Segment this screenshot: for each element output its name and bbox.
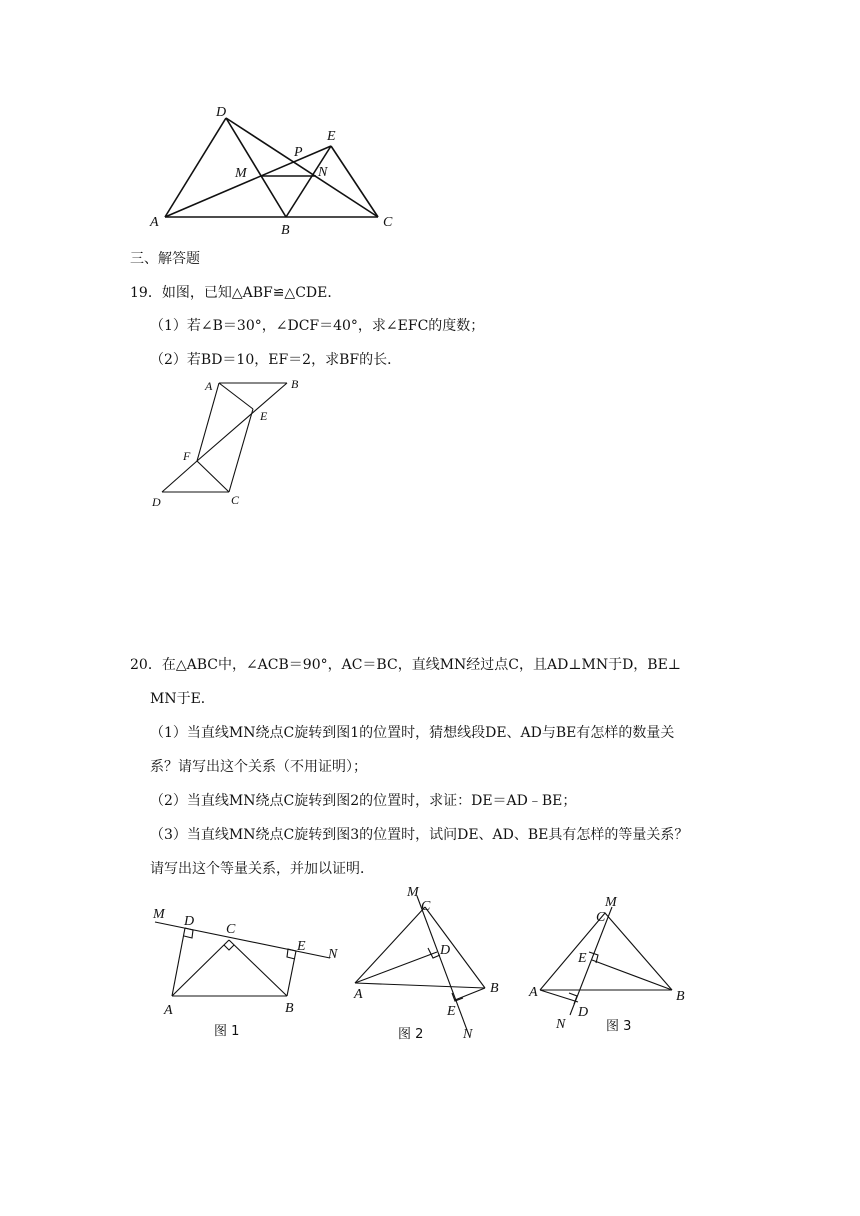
- fig2-label-B: B: [490, 981, 499, 996]
- fig3-label-B: B: [676, 989, 685, 1004]
- fig1-label-A: A: [164, 1003, 173, 1018]
- q19-part1: （1）若∠B＝30°，∠DCF＝40°，求∠EFC的度数；: [150, 318, 485, 334]
- fig1-label-N: N: [328, 947, 338, 962]
- label-E: E: [327, 129, 336, 144]
- fig1-caption: 图 1: [214, 1024, 240, 1039]
- fig2-label-A: A: [354, 987, 363, 1002]
- label-A: A: [150, 215, 159, 230]
- fig3-label-C: C: [596, 910, 606, 925]
- fig1-label-B: B: [285, 1001, 294, 1016]
- fig3-label-E: E: [578, 951, 587, 966]
- q20-stem-line1: 20．在△ABC中，∠ACB＝90°，AC＝BC，直线MN经过点C，且AD⊥MN于D，BE⊥: [130, 657, 681, 673]
- fig3-label-D: D: [578, 1005, 589, 1020]
- fig2-label-E: E: [447, 1004, 456, 1019]
- q19-label-E: E: [260, 409, 268, 423]
- fig2-label-D: D: [440, 943, 451, 958]
- q19-label-B: B: [291, 377, 299, 391]
- q19-label-A: A: [205, 379, 213, 393]
- q19-figure: [145, 372, 315, 512]
- label-P: P: [294, 145, 303, 160]
- fig2-label-M: M: [407, 885, 419, 900]
- label-N: N: [318, 165, 328, 180]
- fig2-label-N: N: [463, 1027, 473, 1040]
- q20-part1-line2: 系？请写出这个关系（不用证明）；: [150, 759, 367, 775]
- label-B: B: [281, 223, 290, 238]
- q19-part2: （2）若BD＝10，EF＝2，求BF的长．: [150, 352, 402, 368]
- label-D: D: [216, 105, 227, 120]
- section-heading: 三、解答题: [130, 251, 200, 267]
- fig1-label-E: E: [297, 939, 306, 954]
- fig1-label-M: M: [153, 907, 165, 922]
- label-M: M: [235, 166, 247, 181]
- q20-part1-line1: （1）当直线MN绕点C旋转到图1的位置时，猜想线段DE、AD与BE有怎样的数量关: [150, 725, 675, 741]
- q20-figure-1: [145, 895, 355, 1045]
- q19-stem: 19．如图，已知△ABF≌△CDE．: [130, 285, 342, 301]
- q20-part3-line1: （3）当直线MN绕点C旋转到图3的位置时，试问DE、AD、BE具有怎样的等量关系？: [150, 827, 689, 843]
- label-C: C: [383, 215, 393, 230]
- q20-part2: （2）当直线MN绕点C旋转到图2的位置时，求证：DE＝AD﹣BE；: [150, 793, 577, 809]
- fig3-label-M: M: [605, 895, 617, 910]
- q20-figure-2: [350, 880, 510, 1040]
- fig1-label-C: C: [226, 922, 236, 937]
- fig3-caption: 图 3: [606, 1019, 632, 1034]
- q20-figure-3: [525, 888, 700, 1038]
- fig2-caption: 图 2: [398, 1027, 424, 1040]
- fig3-label-N: N: [556, 1017, 566, 1032]
- q20-part3-line2: 请写出这个等量关系，并加以证明．: [150, 861, 374, 877]
- q20-stem-line2: MN于E．: [150, 691, 215, 707]
- q19-label-C: C: [231, 493, 240, 507]
- fig2-label-C: C: [421, 899, 431, 914]
- q19-label-D: D: [152, 495, 161, 509]
- figure-top-triangles: [140, 95, 420, 240]
- q19-label-F: F: [183, 449, 191, 463]
- fig1-label-D: D: [184, 914, 195, 929]
- fig3-label-A: A: [529, 985, 538, 1000]
